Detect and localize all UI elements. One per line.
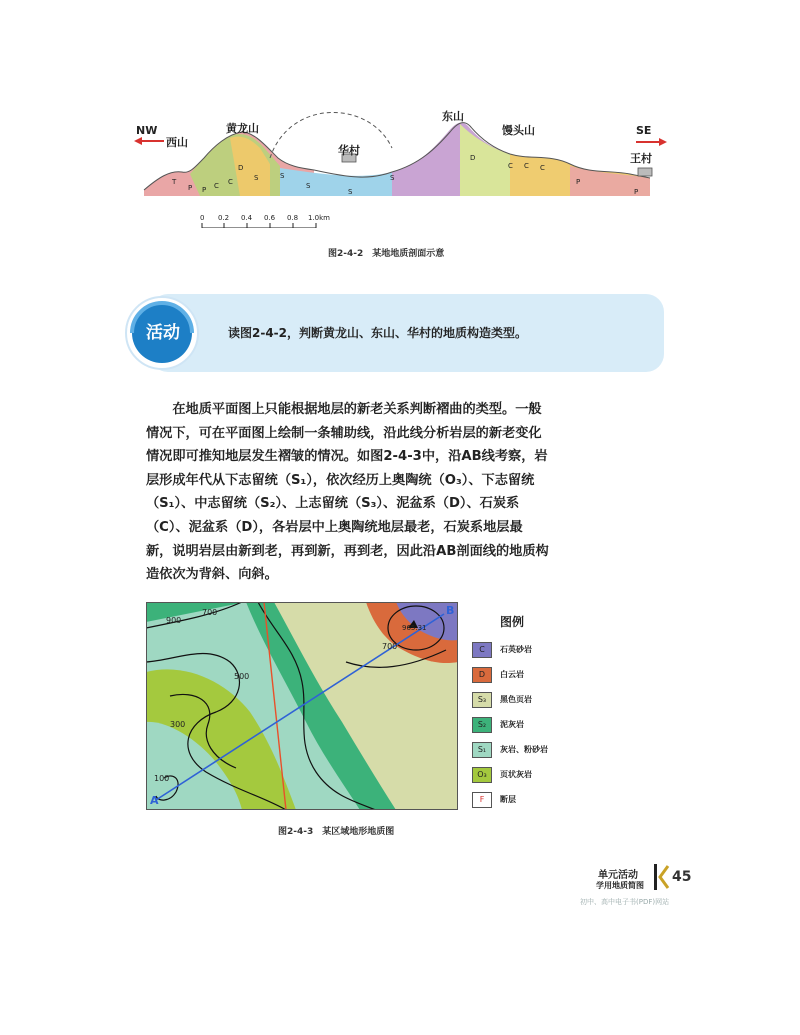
profile-diagram <box>130 108 670 228</box>
stratum-label: D <box>470 154 476 162</box>
stratum-label: P <box>202 186 207 194</box>
legend-row <box>472 792 592 808</box>
contour-label: 100 <box>154 774 170 783</box>
legend-row <box>472 767 592 783</box>
unit-title: 单元活动 <box>598 870 638 881</box>
stratum-label: P <box>634 188 639 196</box>
activity-label: 活动 <box>146 323 180 343</box>
mantoushan-label: 馒头山 <box>502 124 535 137</box>
eroded-fold-dashed-arc <box>270 112 392 158</box>
scale-tick-label: 1.0km <box>308 214 331 222</box>
stratum-label: C <box>228 178 233 186</box>
scale-tick-label: 0.2 <box>218 214 230 222</box>
activity-question: 读图2-4-2，判断黄龙山、东山、华村的地质构造类型。 <box>228 326 528 340</box>
figure-2-4-2-caption: 图2-4-2 某地地质剖面示意 <box>328 249 445 259</box>
body-line: 在地质平面图上只能根据地层的新老关系判断褶曲的类型。一般 <box>146 402 542 417</box>
geologic-profile-figure <box>130 108 670 228</box>
legend-text: 灰岩、粉砂岩 <box>500 745 548 754</box>
point-b-label: B <box>446 604 455 617</box>
body-line: 情况即可推知地层发生褶皱的情况。如图2-4-3中，沿AB线考察，岩 <box>146 449 548 465</box>
scale-tick-label: 0.6 <box>264 214 276 222</box>
contour-label: 900 <box>166 616 182 625</box>
scale-bar <box>202 223 316 228</box>
body-line: 新，说明岩层由新到老，再到新，再到老，因此沿AB剖面线的地质构 <box>146 543 549 559</box>
geologic-map <box>146 602 458 810</box>
figure-2-4-3-caption: 图2-4-3 某区域地形地质图 <box>278 827 395 837</box>
legend-text: 泥灰岩 <box>500 720 524 729</box>
body-line: （C）、泥盆系（D），各岩层中上奥陶统地层最老，石炭系地层最 <box>146 519 523 535</box>
legend-swatch: F <box>472 792 492 808</box>
legend-swatch: C <box>472 642 492 658</box>
scale-tick-label: 0 <box>200 214 205 222</box>
stratum-label: P <box>576 178 581 186</box>
nw-arrowhead-icon <box>134 137 142 145</box>
stratum-label: C <box>214 182 219 190</box>
legend-title: 图例 <box>500 615 525 629</box>
stratum-label: C <box>508 162 513 170</box>
legend-row <box>472 717 592 733</box>
body-line: 层形成年代从下志留统（S₁），依次经历上奥陶统（O₃）、下志留统 <box>146 472 535 488</box>
legend-swatch: S₂ <box>472 717 492 733</box>
contour-label: 700 <box>382 642 398 651</box>
contour-label: 700 <box>202 608 218 617</box>
wangcun-village-icon <box>638 168 652 176</box>
point-a-label: A <box>150 794 159 807</box>
stratum-label: D <box>238 164 244 172</box>
stratum-label: T <box>172 178 177 186</box>
scale-tick-label: 0.8 <box>287 214 299 222</box>
unit-subtitle: 学用地质简图 <box>596 881 644 890</box>
legend-row <box>472 692 592 708</box>
legend-text: 页状灰岩 <box>500 770 532 779</box>
se-arrowhead-icon <box>659 138 667 146</box>
body-line: （S₁）、中志留统（S₂）、上志留统（S₃）、泥盆系（D）、石炭系 <box>146 496 520 512</box>
stratum-label: S <box>280 172 285 180</box>
legend-swatch: S₁ <box>472 742 492 758</box>
legend-row <box>472 742 592 758</box>
body-line: 造依次为背斜、向斜。 <box>146 567 278 583</box>
stratum-label: S <box>254 174 259 182</box>
stratum-label: S <box>306 182 311 190</box>
geologic-map-figure <box>146 602 458 810</box>
stratum-label: S <box>348 188 353 196</box>
contour-label: 300 <box>170 720 186 729</box>
huanglongshan-label: 黄龙山 <box>226 122 259 135</box>
page-chevron-icon <box>654 864 670 890</box>
body-paragraph <box>146 398 576 587</box>
stratum-label: P <box>188 184 193 192</box>
stratum-label: C <box>524 162 529 170</box>
nw-label: NW <box>136 124 158 137</box>
stratum-label: S <box>390 174 395 182</box>
scale-tick-label: 0.4 <box>241 214 253 222</box>
legend-text: 白云岩 <box>500 670 524 679</box>
legend-swatch: O₃ <box>472 767 492 783</box>
body-line: 情况下，可在平面图上绘制一条辅助线，沿此线分析岩层的新老变化 <box>146 425 542 441</box>
legend-text: 断层 <box>500 795 516 804</box>
legend-row <box>472 667 592 683</box>
legend-row <box>472 642 592 658</box>
legend-text: 石英砂岩 <box>500 645 532 654</box>
stratum-label: C <box>540 164 545 172</box>
page-number: 45 <box>672 869 692 885</box>
huacun-label: 华村 <box>338 144 360 157</box>
legend-swatch: D <box>472 667 492 683</box>
legend-swatch: S₃ <box>472 692 492 708</box>
se-label: SE <box>636 124 652 137</box>
xishan-label: 西山 <box>166 136 188 149</box>
summit-elevation: 965.31 <box>402 624 427 632</box>
site-watermark-text: 初中、高中电子书(PDF)网站 <box>580 898 670 906</box>
legend-text: 黑色页岩 <box>500 695 532 704</box>
wangcun-label: 王村 <box>630 152 652 165</box>
dongshan-label: 东山 <box>442 110 464 123</box>
contour-label: 500 <box>234 672 250 681</box>
